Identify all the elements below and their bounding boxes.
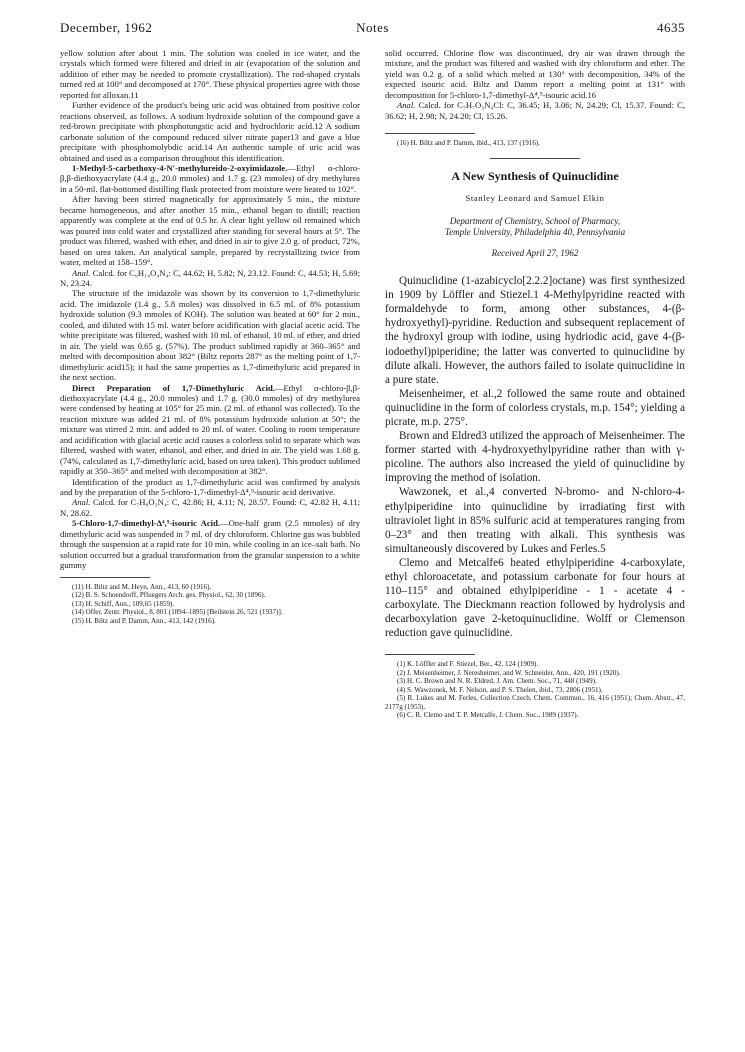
paragraph: yellow solution after about 1 min. The solution was cooled in ice water, and the crystals which formed were filtered and dried in air (evaporation of the solution and addition of ether may be needed to promote crystallization). The rod-shaped crystals turned red at 100° and decomposed at 170°. These physical properties agree with those reported for alloxan.11 <box>60 48 360 100</box>
affiliation-line: Department of Chemistry, School of Pharmacy, <box>449 215 621 226</box>
section-text: —Ethyl α-chloro-β,β-diethoxyacrylate (4.4 g., 20.0 mmoles) and 1.7 g. (30.0 mmoles) of dry methylurea were condensed by heating at 105° for 25 min. (2 ml. of ethanol was collected). To the reaction mixture was added 21 ml. of 8% potassium hydroxide solution at 50°; the mixture was stirred 2 min. and added to 20 ml. of water. Cooling to room temperature and acidification with glacial acetic acid causes a colorless solid to separate which was filtered, washed with water, ethanol, and ether, and dried in air. The yield was 1.68 g. (74%, calculated as 1,7-dimethyluric acid, based on urea taken). This product sublimed rapidly at 350–365° and melted with decomposition at 382°. <box>60 382 360 477</box>
page-header <box>60 20 685 40</box>
analysis-text: Calcd. for C₇H₈O₃N₄: C, 42.86; H, 4.11; N, 28.57. Found: C, 42.82 H, 4.11; N, 28.62. <box>60 497 360 518</box>
paragraph: solid occurred. Chlorine flow was discontinued, dry air was drawn through the mixture, and the product was filtered and washed with dry chloroform and ether. The yield was 0.2 g. of a solid which melted at 130° with decomposition, 34% of the expected isouric acid. Biltz and Damm report a melting point at 131° with decomposition for 5-chloro-1,7-dimethyl-Δ⁴,⁹-isouric acid.16 <box>385 48 685 100</box>
header-section: Notes <box>356 20 389 35</box>
article-authors: Stanley Leonard and Samuel Elkin <box>465 193 605 204</box>
footnote: (3) H. C. Brown and N. R. Eldred, J. Am. Chem. Soc., 71, 448 (1949). <box>397 677 597 686</box>
section-heading: Direct Preparation of 1,7-Dimethyluric Acid. <box>72 382 275 393</box>
right-column <box>385 48 685 720</box>
footnote: (1) K. Löffler and F. Stiezel, Ber., 42, 124 (1909). <box>397 660 539 669</box>
footnotes <box>60 583 360 626</box>
analysis-label: Anal. <box>72 267 91 278</box>
article-separator <box>490 158 580 159</box>
footnote: (13) H. Schiff, Ann., 109,65 (1859). <box>72 599 175 608</box>
paragraph: Wawzonek, et al.,4 converted N-bromo- and N-chloro-4-ethylpiperidine into quinuclidine by irradiating first with ultraviolet light in 85% sulfuric acid at temperatures ranging from 0–23° and then treating with alkali. This synthesis was simultaneously discovered by Lukes and Ferles.5 <box>385 486 685 555</box>
affiliation-line: Temple University, Philadelphia 40, Pennsylvania <box>444 226 626 237</box>
analysis-text: Calcd. for C₇H₇O₃N₄Cl: C, 36.45; H, 3.06; N, 24.29; Cl, 15.37. Found: C, 36.62; H, 2.98; N, 24.20; Cl, 15.26. <box>385 100 685 121</box>
footnote: (15) H. Biltz and P. Damm, Ann., 413, 142 (1916). <box>72 616 216 625</box>
section-paragraph <box>60 383 360 477</box>
footnote: (12) B. S. Schoendorff, Pfluegers Arch. ges. Physiol., 62, 30 (1896). <box>72 591 266 600</box>
article-title: A New Synthesis of Quinuclidine <box>451 168 619 183</box>
footnote-divider <box>385 654 475 655</box>
footnote: (4) S. Wawzonek, M. F. Nelson, and P. S. Thelen, ibid., 73, 2806 (1951). <box>397 685 603 694</box>
footnote: (14) Offer, Zentr. Physiol., 8, 801 (1894–1895) [Beilstein 26, 521 (1937)]. <box>72 608 283 617</box>
analysis-label: Anal. <box>397 100 416 111</box>
footnote: (6) C. R. Clemo and T. P. Metcalfe, J. Chem. Soc., 1989 (1937). <box>397 711 579 720</box>
section-paragraph <box>60 163 360 194</box>
received-date: Received April 27, 1962 <box>491 247 579 258</box>
analysis-text: Calcd. for C₉H₁₄O₄N₄: C, 44.62; H, 5.82; N, 23.12. Found: C, 44.53; H, 5.69; N, 23.24. <box>60 267 360 288</box>
analysis <box>385 100 685 121</box>
footnote: (5) R. Lukes and M. Ferles, Collection Czech. Chem. Commun., 16, 416 (1951); Chem. Abstr., 47, 2177g (1953). <box>385 694 685 711</box>
section-text: —One-half gram (2.5 mmoles) of dry dimethyluric acid was suspended in 7 ml. of dry chloroform. Chlorine gas was bubbled through the suspension at a rapid rate for 10 min. while cooling in an ice–salt bath. No solution occurred but a gradual transformation from the granular suspension to a white gummy <box>60 518 360 571</box>
footnote-divider <box>385 133 475 134</box>
footnote: (2) J. Meisenheimer, J. Neresheimer, and W. Schneider, Ann., 420, 191 (1920). <box>397 668 621 677</box>
header-date: December, 1962 <box>60 20 153 35</box>
footnote: (11) H. Biltz and M. Heyn, Ann., 413, 60 (1916). <box>72 582 212 591</box>
footnote-divider <box>60 577 150 578</box>
paragraph: After having been stirred magnetically for approximately 5 min., the mixture became homogeneous, and after another 15 min., ethanol began to distill; reaction apparently was complete at the end of 0.5 hr. A clear light yellow oil remained which was poured into cold water and crystallized after standing for several hours at 5°. The product was filtered, washed with ether, and dried in air to give 2.0 g. of product, 72%, based on urea taken. An analytical sample, prepared by recrystallizing twice from water, melted at 158–159°. <box>60 194 360 268</box>
paragraph: Identification of the product as 1,7-dimethyluric acid was confirmed by analysis and by the preparation of the 5-chloro-1,7-dimethyl-Δ⁴,⁹-isouric acid derivative. <box>60 476 360 498</box>
analysis <box>60 268 360 289</box>
section-heading: 5-Chloro-1,7-dimethyl-Δ⁴,⁹-isouric Acid. <box>72 518 220 529</box>
section-text: —Ethyl α-chloro-β,β-diethoxyacrylate (4.4 g., 20.0 mmoles) and 1.7 g. (23 mmoles) of dry methylurea in a 50-ml. flat-bottomed distilling flask protected from moisture were heated to 102°. <box>60 162 360 194</box>
paragraph: Meisenheimer, et al.,2 followed the same route and obtained quinuclidine in the form of colorless crystals, m.p. 154°; yielding a picrate, m.p. 275°. <box>385 387 685 428</box>
section-paragraph <box>60 518 360 570</box>
paragraph: Clemo and Metcalfe6 heated ethylpiperidine 4-carboxylate, ethyl chloroacetate, and potassium carbonate for four hours at 110–115° and obtained ethylpiperidine - 1 - acetate 4 - carboxylate. The Dieckmann reaction followed by hydrolysis and decarboxylation gave 2-ketoquinuclidine. Wolff or Clemenson reduction gave quinuclidine. <box>385 556 685 640</box>
page-number: 4635 <box>657 20 685 35</box>
paragraph: Brown and Eldred3 utilized the approach of Meisenheimer. The former started with 4-hydroxyethylpyridine rather than with γ-picoline. The authors also increased the yield of quinuclidine by improving the method of isolation. <box>385 430 685 485</box>
paragraph: The structure of the imidazole was shown by its conversion to 1,7-dimethyluric acid. The imidazole (1.4 g., 5.8 moles) was dissolved in 6.5 ml. of 8% potassium hydroxide solution (9.3 mmoles of KOH). The solution was heated at 60° for 2 min., cooled, and diluted with 15 ml. water before acidification with glacial acetic acid. The white precipitate was filtered, washed with 10 ml. of ethanol, 10 ml. of ether, and dried in air. The yield was 0.65 g. (57%). The product sublimed rapidly at 360–365° and melted with decomposition about 382° (Biltz reports 287° as the melting point of 1,7-dimethyluric acid15); it had the same properties as 1,7-dimethyluric acid prepared in the next section. <box>60 288 360 383</box>
footnotes <box>385 660 685 720</box>
analysis <box>60 497 360 518</box>
analysis-label: Anal. <box>72 497 91 508</box>
paragraph: Further evidence of the product's being uric acid was obtained from positive color reactions observed, as follows. A sodium hydroxide solution of the compound gave a red-brown precipitate with phosphotungstic acid and hydrochloric acid.12 A sodium carbonate solution of the compound reduced silver nitrate paper13 and gave a blue precipitate with phosphomolybdic acid.14 An authentic sample of uric acid was obtained and used as a comparison throughout this identification. <box>60 100 360 163</box>
paragraph: Quinuclidine (1-azabicyclo[2.2.2]octane) was first synthesized in 1909 by Löffler and Stiezel.1 4-Methylpyridine reacted with formaldehyde to form, among other substances, 4-(β-hydroxyethyl)-pyridine. Reduction and subsequent replacement of the hydroxyl group with iodine, using hydriodic acid, gave 4-(β-iodoethyl)piperidine; the latter was converted to quinuclidine by dilute alkali. However, the authors failed to isolate quinuclidine in a pure state. <box>385 275 685 386</box>
affiliation <box>385 216 685 238</box>
left-column <box>60 48 360 625</box>
footnote: (16) H. Biltz and P. Damm, ibid., 413, 137 (1916). <box>397 139 541 148</box>
article-body <box>385 274 685 640</box>
section-heading: 1-Methyl-5-carbethoxy-4-N′-methylureido-2-oxyimidazole. <box>72 162 288 173</box>
